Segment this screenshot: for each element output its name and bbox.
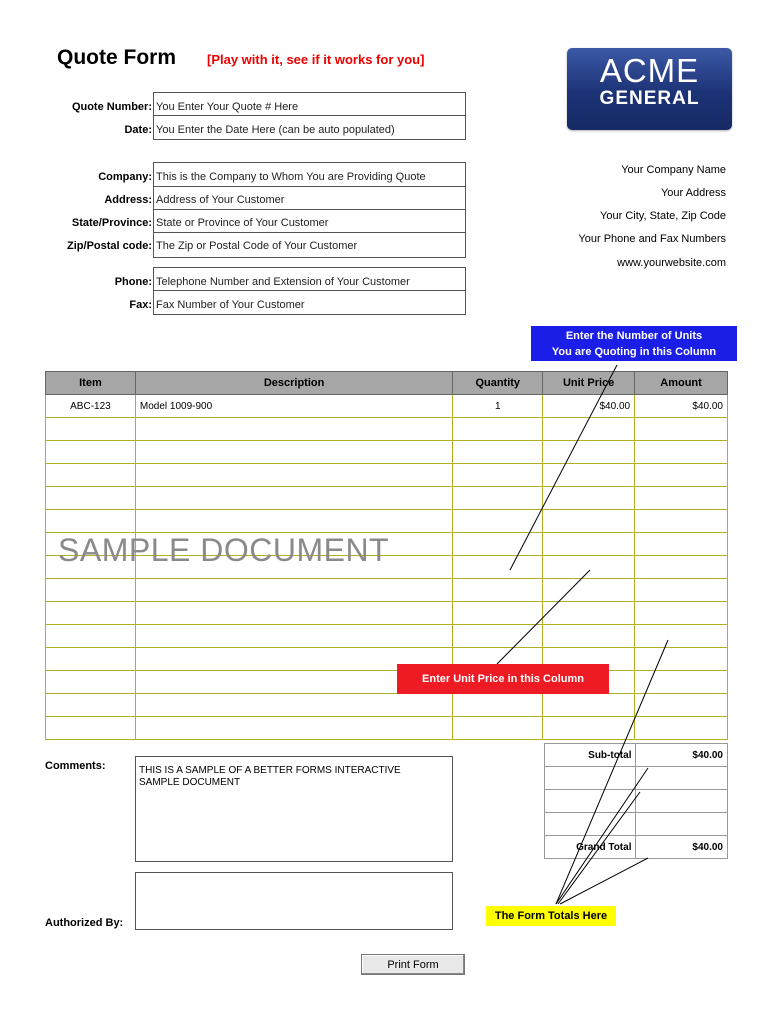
company-name: Your Company Name [621, 164, 726, 176]
grand-total-value: $40.00 [636, 836, 728, 859]
address-field[interactable]: Address of Your Customer [156, 194, 285, 206]
totals-callout: The Form Totals Here [486, 906, 616, 926]
quantity-callout-line2: You are Quoting in this Column [551, 346, 717, 358]
state-field[interactable]: State or Province of Your Customer [156, 217, 329, 229]
item-cell[interactable]: ABC-123 [46, 395, 136, 418]
comments-label: Comments: [45, 760, 106, 772]
pointer-line [497, 570, 590, 664]
quantity-callout-line1: Enter the Number of Units [565, 330, 703, 342]
pointer-line [560, 858, 648, 904]
company-field[interactable]: This is the Company to Whom You are Providing Quote [156, 171, 426, 183]
pointer-line [510, 365, 617, 570]
fax-field[interactable]: Fax Number of Your Customer [156, 299, 305, 311]
zip-label: Zip/Postal code: [67, 240, 152, 252]
phone-field[interactable]: Telephone Number and Extension of Your Customer [156, 276, 410, 288]
grand-total-label: Grand Total [545, 836, 636, 859]
company-website: www.yourwebsite.com [617, 257, 726, 269]
col-item: Item [46, 372, 136, 395]
phone-label: Phone: [114, 276, 152, 288]
subtotal-value: $40.00 [636, 744, 728, 767]
date-field[interactable]: You Enter the Date Here (can be auto populated) [156, 124, 395, 136]
fax-label: Fax: [129, 299, 152, 311]
date-label: Date: [124, 124, 152, 136]
company-label: Company: [98, 171, 152, 183]
subtotal-label: Sub-total [545, 744, 636, 767]
quote-number-label: Quote Number: [71, 101, 152, 113]
logo-line2: GENERAL [599, 88, 700, 109]
description-cell[interactable]: Model 1009-900 [135, 395, 452, 418]
pointer-line [556, 640, 668, 904]
page-subtitle: [Play with it, see if it works for you] [207, 52, 425, 67]
company-address: Your Address [660, 187, 726, 199]
company-city: Your City, State, Zip Code [600, 210, 726, 222]
logo-line1: ACME [599, 52, 700, 89]
sample-watermark: SAMPLE DOCUMENT [58, 532, 390, 568]
col-amount: Amount [635, 372, 728, 395]
state-label: State/Province: [71, 217, 152, 229]
print-form-button[interactable]: Print Form [361, 954, 465, 975]
page-title: Quote Form [57, 46, 176, 69]
comments-text[interactable]: THIS IS A SAMPLE OF A BETTER FORMS INTERACTIVE SAMPLE DOCUMENT [139, 765, 401, 788]
col-unit-price: Unit Price [543, 372, 635, 395]
address-label: Address: [104, 194, 152, 206]
authorized-label: Authorized By: [45, 917, 124, 929]
unit-price-callout: Enter Unit Price in this Column [397, 664, 609, 694]
amount-cell: $40.00 [635, 395, 728, 418]
unit-price-cell[interactable]: $40.00 [543, 395, 635, 418]
col-quantity: Quantity [453, 372, 543, 395]
quantity-cell[interactable]: 1 [453, 395, 543, 418]
company-phone: Your Phone and Fax Numbers [578, 233, 726, 245]
pointer-line [556, 768, 648, 904]
pointer-line [558, 792, 640, 904]
quote-number-field[interactable]: You Enter Your Quote # Here [156, 101, 299, 113]
zip-field[interactable]: The Zip or Postal Code of Your Customer [156, 240, 358, 252]
col-description: Description [135, 372, 452, 395]
